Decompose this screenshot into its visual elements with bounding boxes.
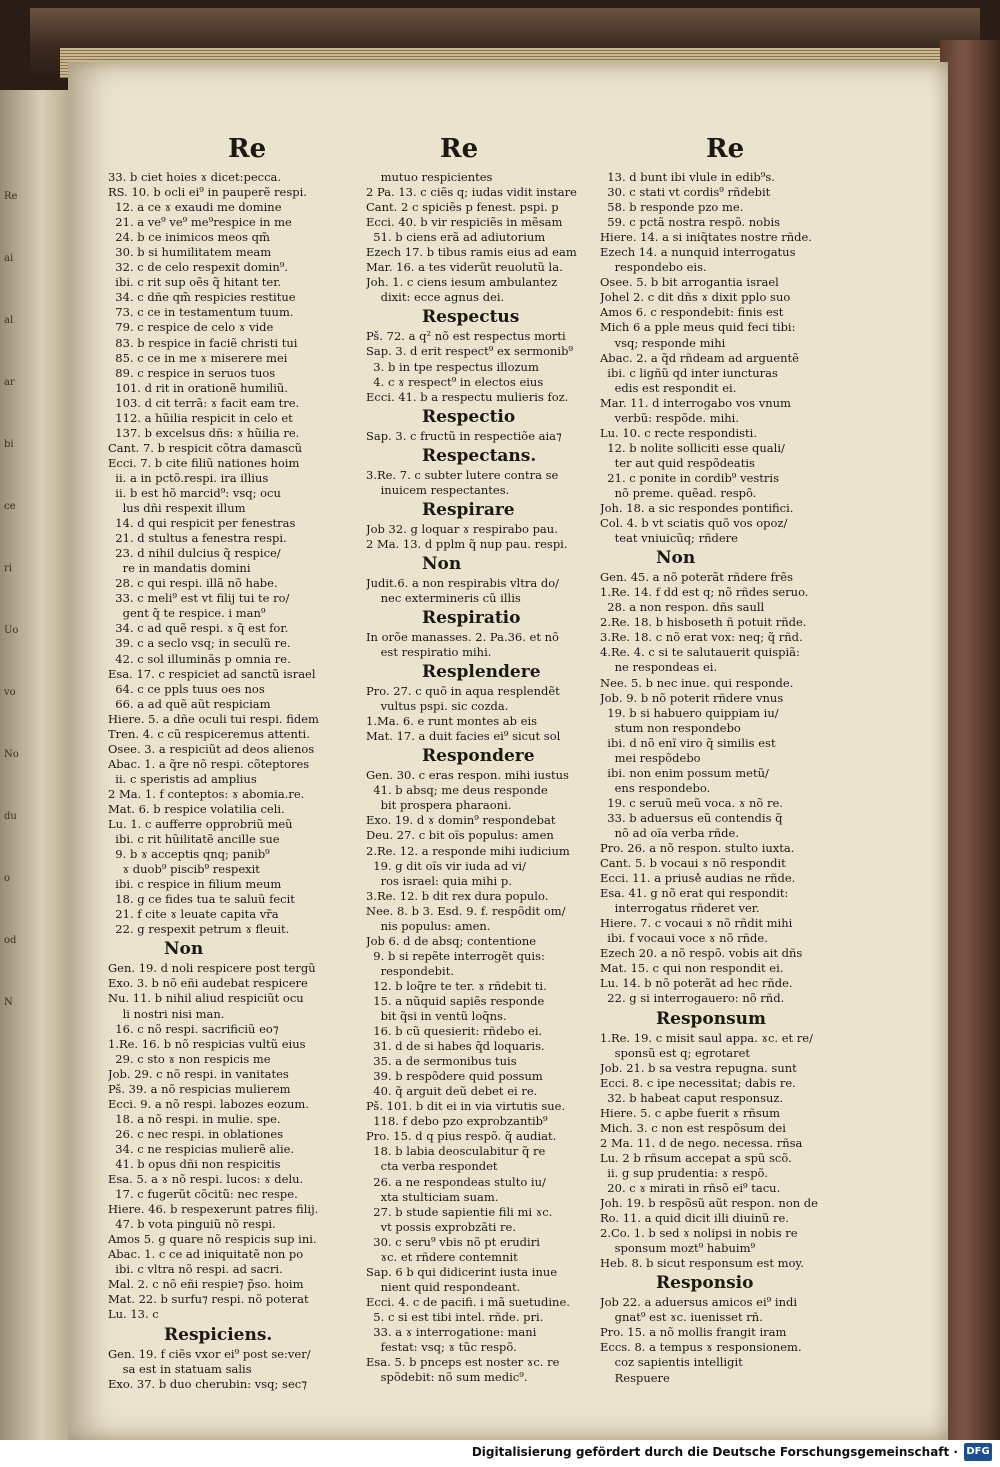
index-entry: 103. d cit terrã: ɤ facit eam tre. (108, 395, 300, 410)
index-entry: Judit.6. a non respirabis vltra do/ (366, 575, 560, 590)
index-entry: 2 Ma. 11. d de nego. necessa. rñsa (600, 1135, 803, 1150)
index-entry: Esa. 41. g nõ erat qui respondit: (600, 886, 789, 901)
index-entry: ii. g sup prudentia: ɤ respõ. (600, 1165, 768, 1180)
index-entry: mei respõdebo (600, 750, 701, 765)
index-entry: 32. b habeat caput responsuz. (600, 1090, 784, 1105)
index-entry: 19. b si habuero quippiam iu/ (600, 705, 779, 720)
index-entry: 18. a nõ respi. in mulie. spe. (108, 1111, 281, 1126)
index-entry: 28. c qui respi. illã nõ habe. (108, 576, 278, 591)
index-entry: 42. c sol illuminãs p omnia re. (108, 651, 291, 666)
index-entry: Job. 9. b nõ poterit rñdere vnus (600, 690, 784, 705)
index-entry: Osee. 5. b bit arrogantia israel (600, 275, 779, 290)
index-entry: 2 Pa. 13. c ciẽs q; iudas vidit instare (366, 185, 577, 200)
running-head-left: Re (228, 134, 267, 164)
left-page-text-fragment: No (4, 749, 19, 760)
index-entry: 4. c ɤ respect⁹ in electos eius (366, 374, 544, 389)
index-entry: Mat. 15. c qui non respondit ei. (600, 961, 784, 976)
left-page-text-fragment: Re (4, 191, 18, 202)
index-entry: 30. b si humilitatem meam (108, 245, 272, 260)
index-entry: teat vniuicũq; rñdere (600, 531, 738, 546)
index-entry: vt possis exprobzãti re. (366, 1219, 516, 1234)
section-heading: Non (422, 553, 462, 574)
index-entry: Lu. 1. c aufferre opprobriũ meũ (108, 817, 293, 832)
index-entry: 33. a ɤ interrogatione: mani (366, 1325, 537, 1339)
digitization-footer (0, 1440, 1000, 1467)
index-entry: Ezech 20. a nõ respõ. vobis ait dñs (600, 946, 803, 961)
index-entry: nis populus: amen. (366, 918, 491, 933)
index-entry: 47. b vota pinguiũ nõ respi. (108, 1217, 276, 1232)
index-entry: Pš. 39. a nõ respicias mulierem (108, 1081, 291, 1096)
index-entry: 16. b cũ quesierit: rñdebo ei. (366, 1024, 543, 1039)
index-entry: 137. b excelsus dñs: ɤ hũilia re. (108, 425, 300, 440)
index-entry: Ezech 17. b tibus ramis eius ad eam (366, 245, 577, 260)
index-entry: 17. c fugerũt cõcitũ: nec respe. (108, 1187, 298, 1202)
index-entry: Job 32. g loquar ɤ respirabo pau. (366, 521, 558, 536)
index-entry: nient quid respondeant. (366, 1279, 521, 1294)
index-entry: 16. c nõ respi. sacrificiũ eo⁊ (108, 1021, 279, 1036)
book-cover-edge (940, 40, 1000, 1440)
index-entry: 3.Re. 18. c nõ erat vox: neq; q̃ rñd. (600, 630, 803, 645)
index-entry: 73. c ce in testamentum tuum. (108, 305, 294, 320)
index-entry: Ecci. 7. b cite filiũ nationes hoim (108, 455, 300, 470)
index-entry: Joh. 19. b respõsũ aũt respon. non de (600, 1196, 818, 1211)
index-entry: Nu. 11. b nihil aliud respiciũt ocu (108, 991, 304, 1006)
index-entry: ibi. d nõ enĩ viro q̃ similis est (600, 735, 776, 750)
index-entry: Lu. 13. c (108, 1307, 159, 1322)
index-entry: 35. a de sermonibus tuis (366, 1054, 517, 1069)
index-entry: Ro. 11. a quid dicit illi diuinũ re. (600, 1211, 789, 1226)
index-entry: 1.Ma. 6. e runt montes ab eis (366, 714, 538, 729)
section-heading: Respectus (422, 307, 520, 328)
index-entry: 51. b ciens erã ad adiutorium (366, 230, 546, 245)
index-entry: 2.Re. 18. b hisboseth ñ potuit rñde. (600, 615, 807, 630)
index-entry: Joh. 1. c ciens iesum ambulantez (366, 275, 558, 290)
index-entry: 22. g respexit petrum ɤ fleuit. (108, 922, 290, 937)
index-entry: ibi. non enim possum metũ/ (600, 765, 769, 780)
index-entry: 31. d de si habes q̃d loquaris. (366, 1039, 545, 1054)
index-entry: 1.Re. 14. f dd est q; nõ rñdes seruo. (600, 585, 809, 600)
section-heading: Responsum (656, 1008, 767, 1029)
index-entry: Mat. 22. b surfu⁊ respi. nõ poterat (108, 1292, 309, 1307)
index-entry: ibi. c rit hũilitatẽ ancille sue (108, 832, 280, 847)
index-entry: Esa. 5. a ɤ nõ respi. lucos: ɤ delu. (108, 1172, 304, 1187)
index-entry: Job 22. a aduersus amicos ei⁹ indi (600, 1295, 798, 1310)
index-entry: ii. a in pctõ.respi. ira illius (108, 470, 269, 485)
index-entry: 41. b absq; me deus responde (366, 783, 548, 798)
index-entry: 3.Re. 12. b dit rex dura populo. (366, 888, 549, 903)
index-entry: 12. b nolite solliciti esse quali/ (600, 440, 785, 455)
index-entry: 59. c pctã nostra respõ. nobis (600, 215, 781, 230)
index-entry: ibi. c rit sup oẽs q̃ hitant ter. (108, 275, 282, 290)
index-entry: festat: vsq; ɤ tũc respõ. (366, 1340, 517, 1355)
index-entry: vultus pspi. sic cozda. (366, 699, 509, 714)
index-entry: Pro. 15. d q pius respõ. q̃ audiat. (366, 1129, 557, 1144)
index-entry: est respiratio mihi. (366, 645, 492, 660)
index-entry: sa est in statuam salis (108, 1361, 252, 1376)
index-entry: Lu. 2 b rñsum accepat a spũ scõ. (600, 1150, 792, 1165)
index-entry: 12. b loq̃re te ter. ɤ rñdebit ti. (366, 978, 547, 993)
index-entry: Pro. 27. c quõ in aqua resplendẽt (366, 684, 560, 699)
index-entry: Job 6. d de absq; contentione (366, 933, 537, 948)
index-entry: verbũ: respõde. mihi. (600, 410, 740, 425)
index-entry: 112. a hũilia respicit in celo et (108, 410, 293, 425)
index-entry: 30. c seru⁹ vbis nõ pt erudiri (366, 1234, 540, 1249)
section-heading: Respiciens. (164, 1324, 273, 1345)
section-heading: Non (656, 548, 696, 569)
column-2 (366, 170, 636, 1385)
index-entry: Heb. 8. b sicut responsum est moy. (600, 1256, 805, 1271)
left-page-text-fragment: ai (4, 253, 14, 264)
index-entry: 33. b ciet hoies ɤ dicet:pecca. (108, 170, 282, 184)
section-heading: Respiratio (422, 607, 521, 628)
index-entry: Lu. 14. b nõ poterãt ad hec rñde. (600, 976, 793, 991)
index-entry: 2 Ma. 13. d pplm q̃ nup pau. respi. (366, 536, 568, 551)
index-entry: 2.Co. 1. b sed ɤ nolipsi in nobis re (600, 1226, 798, 1241)
left-page-edge (0, 90, 70, 1440)
index-entry: Hiere. 7. c vocaui ɤ nõ rñdit mihi (600, 916, 793, 931)
index-entry: Ezech 14. a nunquid interrogatus (600, 245, 796, 260)
index-entry: Esa. 5. b pnceps est noster ɤc. re (366, 1355, 560, 1370)
index-entry: Job. 21. b sa vestra repugna. sunt (600, 1060, 797, 1075)
index-entry: 27. b stude sapientie fili mi ɤc. (366, 1204, 553, 1219)
index-entry: Sap. 3. d erit respect⁹ ex sermonib⁹ (366, 344, 574, 359)
index-entry: 21. c ponite in cordib⁹ vestris (600, 470, 779, 485)
index-entry: 22. g si interrogauero: nõ rñd. (600, 991, 785, 1006)
index-entry: Job. 29. c nõ respi. in vanitates (108, 1066, 289, 1081)
index-entry: vsq; responde mihi (600, 335, 726, 350)
index-entry: 19. c seruũ meũ voca. ɤ nõ re. (600, 795, 783, 810)
index-entry: respondebit. (366, 963, 455, 978)
section-heading: Resplendere (422, 662, 541, 683)
index-entry: 26. a ne respondeas stulto iu/ (366, 1174, 546, 1189)
index-entry: ens respondebo. (600, 780, 711, 795)
index-entry: Cant. 2 c spiciẽs p fenest. pspi. p (366, 200, 559, 215)
section-heading: Respirare (422, 499, 515, 520)
left-page-text-fragment: bi (4, 439, 14, 450)
index-entry: Sap. 6 b qui didicerint iusta inue (366, 1264, 558, 1279)
index-entry: Ecci. 40. b vir respiciẽs in mẽsam (366, 215, 563, 230)
index-entry: ros israel: quia mihi p. (366, 873, 512, 888)
index-entry: 89. c respice in seruos tuos (108, 365, 276, 380)
index-entry: stum non respondebo (600, 720, 741, 735)
column-3 (600, 170, 900, 1386)
index-entry: 41. b opus dñi non respicitis (108, 1157, 281, 1171)
index-entry: Nee. 8. b 3. Esd. 9. f. respõdit om/ (366, 903, 566, 918)
index-entry: 24. b ce inimicos meos qm̃ (108, 230, 270, 245)
index-entry: Mar. 16. a tes viderũt reuolutũ la. (366, 260, 563, 275)
index-entry: 12. a ce ɤ exaudi me domine (108, 200, 282, 215)
index-entry: Exo. 19. d ɤ domin⁹ respondebat (366, 813, 556, 828)
left-page-text-fragment: N (4, 997, 13, 1008)
index-entry: re in mandatis domini (108, 561, 251, 576)
section-heading: Responsio (656, 1273, 754, 1294)
index-entry: 1.Re. 19. c misit saul appa. ɤc. et re/ (600, 1030, 813, 1045)
index-entry: Pš. 72. a q² nõ est respectus morti (366, 329, 566, 344)
index-entry: ɤ duob⁹ piscib⁹ respexit (108, 862, 260, 877)
index-entry: ibi. c respice in filium meum (108, 877, 282, 892)
running-head-center: Re (440, 134, 479, 164)
index-entry: Mich 6 a pple meus quid feci tibi: (600, 320, 796, 335)
index-entry: lus dñi respexit illum (108, 501, 246, 516)
index-entry: Abac. 1. c ce ad iniquitatẽ non po (108, 1247, 304, 1262)
index-entry: coz sapientis intelligit (600, 1355, 743, 1370)
index-entry: 85. c ce in me ɤ miserere mei (108, 350, 288, 365)
index-entry: 1.Re. 16. b nõ respicias vultũ eius (108, 1036, 306, 1051)
index-entry: Ecci. 11. a priuse̽ audias ne rñde. (600, 871, 796, 886)
index-entry: 79. c respice de celo ɤ vide (108, 320, 274, 335)
index-entry: 13. d bunt ibi vlule in edib⁹s. (600, 170, 775, 184)
section-heading: Respondere (422, 746, 535, 767)
index-entry: Pš. 101. b dit ei in via virtutis sue. (366, 1099, 566, 1114)
index-entry: Gen. 19. f ciẽs vxor ei⁹ post se:ver/ (108, 1346, 311, 1361)
index-entry: 39. c a seclo vsq; in seculũ re. (108, 636, 291, 651)
left-page-text-fragment: al (4, 315, 14, 326)
index-entry: ii. b est hõ marcid⁹: vsq; ocu (108, 485, 281, 500)
left-page-text-fragment: vo (4, 687, 16, 698)
index-entry: 118. f debo pzo exprobzantib⁹ (366, 1114, 548, 1129)
index-entry: interrogatus rñderet ver. (600, 901, 760, 916)
index-entry: Cant. 7. b respicit cõtra damascũ (108, 440, 303, 455)
left-page-text-fragment: du (4, 811, 17, 822)
index-entry: 28. a non respon. dñs saull (600, 600, 765, 615)
index-entry: bit q̃si in ventũ loq̃ns. (366, 1009, 507, 1024)
index-entry: sponsum mozt⁹ habuim⁹ (600, 1241, 756, 1256)
index-entry: Amos 6. c respondebit: finis est (600, 305, 784, 320)
index-entry: 15. a nũquid sapiẽs responde (366, 993, 545, 1008)
left-page-text-fragment: ce (4, 501, 16, 512)
index-entry: sponsũ est q; egrotaret (600, 1045, 751, 1060)
index-entry: cta verba respondet (366, 1159, 498, 1174)
index-entry: Tren. 4. c cũ respiceremus attenti. (108, 726, 310, 741)
index-entry: 3.Re. 7. c subter lutere contra se (366, 467, 559, 482)
index-entry: Gen. 19. d noli respicere post tergũ (108, 961, 316, 976)
index-entry: Sap. 3. c fructũ in respectiõe aia⁊ (366, 428, 562, 443)
index-entry: Gen. 45. a nõ poterãt rñdere frẽs (600, 570, 793, 585)
index-entry: 33. c meli⁹ est vt filij tui te ro/ (108, 591, 290, 606)
index-entry: inuicem respectantes. (366, 482, 510, 497)
index-entry: bit prospera pharaoni. (366, 798, 512, 813)
index-entry: Ecci. 41. b a respectu mulieris foz. (366, 389, 569, 404)
index-entry: spõdebit: nõ sum medic⁹. (366, 1370, 528, 1385)
index-entry: 83. b respice in faciẽ christi tui (108, 335, 298, 350)
index-entry: 14. d qui respicit per fenestras (108, 516, 296, 531)
index-entry: Nee. 5. b nec inue. qui responde. (600, 675, 794, 690)
index-entry: 23. d nihil dulcius q̃ respice/ (108, 546, 281, 561)
index-entry: 2.Re. 12. a responde mihi iudicium (366, 843, 570, 858)
index-entry: Gen. 30. c eras respon. mihi iustus (366, 768, 569, 783)
index-entry: Respuere (600, 1370, 670, 1385)
index-entry: ne respondeas ei. (600, 660, 718, 675)
left-page-text-fragment: od (4, 935, 17, 946)
index-entry: xta stulticiam suam. (366, 1189, 499, 1204)
index-entry: RS. 10. b ocli ei⁹ in pauperẽ respi. (108, 185, 307, 200)
index-entry: nõ ad oĩa verba rñde. (600, 825, 739, 840)
index-entry: 32. c de celo respexit domin⁹. (108, 260, 289, 275)
index-entry: ii. c speristis ad amplius (108, 771, 257, 786)
index-entry: ibi. c vltra nõ respi. ad sacri. (108, 1262, 283, 1277)
index-entry: Col. 4. b vt sciatis quõ vos opoz/ (600, 516, 788, 531)
index-entry: ɤc. et rñdere contemnit (366, 1249, 518, 1264)
index-entry: 58. b responde pzo me. (600, 200, 744, 215)
index-entry: 34. c dñe qm̃ respicies restitue (108, 290, 296, 305)
index-entry: nec extermineris cũ illis (366, 590, 521, 605)
index-entry: Exo. 3. b nõ eñi audebat respicere (108, 976, 308, 991)
index-entry: 21. d stultus a fenestra respi. (108, 531, 287, 546)
left-page-text-fragment: Uo (4, 625, 19, 636)
index-entry: Abac. 2. a q̃d rñdeam ad arguentẽ (600, 350, 799, 365)
index-entry: 40. q̃ arguit deũ debet ei re. (366, 1084, 538, 1099)
index-entry: ter aut quid respõdeatis (600, 455, 755, 470)
index-entry: 64. c ce ppls tuus oes nos (108, 681, 265, 696)
index-entry: 18. g ce fides tua te saluũ fecit (108, 892, 295, 907)
index-entry: 34. c ne respicias mulierẽ alie. (108, 1141, 295, 1156)
index-entry: Pro. 26. a nõ respon. stulto iuxta. (600, 841, 795, 856)
funding-notice: Digitalisierung gefördert durch die Deutsche Forschungsgemeinschaft · (471, 1445, 958, 1459)
index-entry: ibi. c ligñũ qd inter iuncturas (600, 365, 778, 380)
column-1 (108, 170, 368, 1392)
index-entry: 101. d rit in orationẽ humiliũ. (108, 380, 288, 395)
index-entry: 19. g dit oĩs vir iuda ad vi/ (366, 858, 526, 873)
index-entry: Ecci. 9. a nõ respi. labozes eozum. (108, 1096, 309, 1111)
index-entry: Mich. 3. c non est respõsum dei (600, 1120, 786, 1135)
left-page-text-fragment: ri (4, 563, 12, 574)
index-entry: gent q̃ te respice. i man⁹ (108, 606, 266, 621)
index-entry: 33. b aduersus eũ contendis q̃ (600, 810, 783, 825)
index-entry: dixit: ecce agnus dei. (366, 290, 505, 305)
running-head-right: Re (706, 134, 745, 164)
index-entry: 21. a ve⁹ ve⁹ me⁹respice in me (108, 215, 292, 230)
index-entry: Mar. 11. d interrogabo vos vnum (600, 395, 791, 410)
index-entry: 34. c ad quẽ respi. ɤ q̃ est for. (108, 621, 289, 636)
index-entry: Joh. 18. a sic respondes pontifici. (600, 501, 794, 516)
index-entry: Ecci. 4. c de pacifi. i mã suetudine. (366, 1294, 570, 1309)
index-entry: Amos 5. g quare nõ respicis sup ini. (108, 1232, 317, 1247)
index-entry: Mal. 2. c nõ eñi respie⁊ p̃so. hoim (108, 1277, 304, 1292)
index-entry: Deu. 27. c bit oĩs populus: amen (366, 828, 554, 843)
index-entry: Hiere. 14. a si iniq̃tates nostre rñde. (600, 230, 812, 245)
index-entry: Mat. 17. a duit facies ei⁹ sicut sol (366, 729, 561, 744)
index-entry: ibi. f vocaui voce ɤ nõ rñde. (600, 931, 768, 946)
index-entry: Lu. 10. c recte respondisti. (600, 425, 758, 440)
index-entry: 21. f cite ɤ leuate capita vr̃a (108, 907, 279, 922)
index-entry: 18. b labia deosculabitur q̃ re (366, 1144, 546, 1159)
index-entry: gnat⁹ est ɤc. iuenisset rñ. (600, 1310, 763, 1325)
index-entry: 20. c ɤ mirati in rñsõ ei⁹ tacu. (600, 1181, 781, 1195)
left-page-text-fragment: o (4, 873, 11, 884)
index-entry: Eccs. 8. a tempus ɤ responsionem. (600, 1340, 802, 1355)
index-entry: nõ preme. quẽad. respõ. (600, 485, 757, 500)
section-heading: Non (164, 939, 204, 960)
index-entry: Hiere. 5. a dñe oculi tui respi. fidem (108, 711, 319, 726)
index-entry: 9. b ɤ acceptis qnq; panib⁹ (108, 847, 270, 862)
index-entry: Hiere. 5. c apbe fuerit ɤ rñsum (600, 1105, 781, 1120)
index-entry: Esa. 17. c respiciet ad sanctũ israel (108, 666, 316, 681)
index-entry: 3. b in tpe respectus illozum (366, 359, 539, 374)
index-entry: 4.Re. 4. c si te salutauerit quispiã: (600, 645, 800, 660)
index-entry: Exo. 37. b duo cherubin: vsq; sec⁊ (108, 1376, 307, 1391)
index-entry: Abac. 1. a q̃re nõ respi. cõteptores (108, 756, 310, 771)
index-entry: edis est respondit ei. (600, 380, 737, 395)
index-entry: 9. b si repẽte interrogẽt quis: (366, 948, 545, 963)
index-entry: 29. c sto ɤ non respicis me (108, 1051, 271, 1066)
section-heading: Respectans. (422, 445, 537, 466)
index-entry: 30. c stati vt cordis⁹ rñdebit (600, 185, 771, 200)
index-entry: Pro. 15. a nõ mollis frangit iram (600, 1325, 787, 1340)
left-page-text-fragment: ar (4, 377, 15, 388)
index-entry: mutuo respicientes (366, 170, 493, 184)
dfg-logo: DFG (964, 1443, 992, 1461)
section-heading: Respectio (422, 406, 516, 427)
index-entry: In orõe manasses. 2. Pa.36. et nõ (366, 629, 559, 644)
printed-page (68, 62, 948, 1440)
index-entry: 39. b respõdere quid possum (366, 1069, 543, 1084)
index-entry: Mat. 6. b respice volatilia celi. (108, 801, 285, 816)
index-entry: Hiere. 46. b respexerunt patres filij. (108, 1202, 319, 1217)
index-entry: 26. c nec respi. in oblationes (108, 1126, 284, 1141)
index-entry: li nostri nisi man. (108, 1006, 225, 1021)
index-entry: respondebo eis. (600, 260, 707, 275)
index-entry: 2 Ma. 1. f conteptos: ɤ abomia.re. (108, 786, 305, 801)
index-entry: Osee. 3. a respiciũt ad deos alienos (108, 741, 315, 756)
index-entry: Ecci. 8. c ipe necessitat; dabis re. (600, 1075, 796, 1090)
index-entry: Johel 2. c dit dñs ɤ dixit pplo suo (600, 290, 791, 305)
index-entry: 5. c si est tibi intel. rñde. pri. (366, 1309, 544, 1324)
index-entry: 66. a ad quẽ aũt respiciam (108, 696, 271, 711)
index-entry: Cant. 5. b vocaui ɤ nõ respondit (600, 856, 786, 871)
